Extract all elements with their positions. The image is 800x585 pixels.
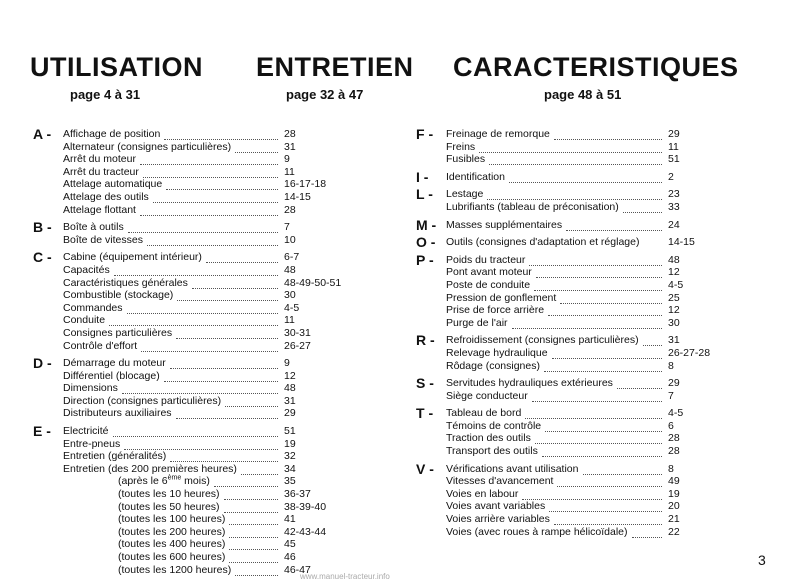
index-entry	[63, 153, 363, 166]
index-entry-label: Freinage de remorque	[446, 128, 550, 140]
index-entry-label: Différentiel (blocage)	[63, 369, 160, 382]
index-entry-pages: 30	[284, 289, 296, 302]
index-entry-pages: 14-15	[284, 190, 311, 203]
index-entry-pages: 28	[668, 445, 680, 458]
index-entry-label: Tableau de bord	[446, 407, 522, 420]
index-entry-pages: 23	[668, 188, 680, 201]
leader-dots	[141, 340, 278, 352]
leader-dots	[176, 327, 278, 339]
index-entry-label: Voies avant variables	[446, 500, 546, 513]
index-entry-pages: 33	[668, 200, 680, 213]
index-letter: E -	[33, 423, 51, 440]
index-entry-label: Conduite	[63, 314, 106, 327]
leader-dots	[128, 221, 278, 233]
index-entry	[63, 438, 363, 451]
index-column-left	[33, 128, 363, 581]
index-entry-label: Poste de conduite	[446, 278, 531, 291]
index-entry	[446, 500, 746, 513]
leader-dots	[548, 304, 662, 316]
leader-dots	[229, 526, 278, 538]
leader-dots	[554, 128, 662, 140]
index-group-b	[33, 221, 363, 246]
index-entry	[63, 488, 363, 501]
index-entry	[63, 191, 363, 204]
leader-dots	[489, 153, 662, 165]
index-group-c	[33, 251, 363, 352]
index-entry-label: Vérifications avant utilisation	[446, 462, 579, 475]
index-entry	[446, 254, 746, 267]
index-entry	[63, 538, 363, 551]
index-group-t	[416, 407, 746, 457]
index-entry-pages: 31	[284, 140, 296, 153]
index-entry	[63, 463, 363, 476]
index-entry-pages: 22	[668, 525, 680, 538]
index-letter: C -	[33, 249, 52, 266]
index-entry-pages: 26-27-28	[668, 346, 711, 359]
index-entry-pages: 51	[668, 153, 680, 166]
index-group-p	[416, 251, 746, 330]
leader-dots	[536, 266, 662, 278]
index-entry-label: Purge de l'air	[446, 316, 508, 329]
index-group-o	[416, 236, 746, 249]
index-entry-label: Fusibles	[446, 153, 486, 166]
index-entry-pages: 45	[284, 538, 296, 551]
index-group-v	[416, 460, 746, 539]
index-entry	[63, 407, 363, 420]
index-entry-label: Freins	[446, 140, 476, 153]
index-letter: V -	[416, 460, 434, 477]
index-letter: I -	[416, 168, 429, 185]
index-entry-label: Masses supplémentaires	[446, 218, 563, 231]
index-entry-label: Attelage des outils	[63, 190, 149, 203]
index-entry-label: Lestage	[446, 188, 484, 201]
index-entry-label: (toutes les 200 heures)	[118, 525, 226, 538]
index-entry	[63, 277, 363, 290]
index-entry-pages: 16-17-18	[284, 178, 327, 191]
index-group-m	[416, 216, 746, 233]
index-entry	[446, 304, 746, 317]
index-entry-pages: 11	[668, 140, 679, 153]
index-entry-pages: 25	[668, 291, 680, 304]
index-entry-label: Electricité	[63, 425, 109, 438]
index-group-i	[416, 168, 746, 185]
index-entry-label: Commandes	[63, 301, 123, 314]
leader-dots	[124, 438, 278, 450]
index-group-s	[416, 377, 746, 402]
index-entry	[63, 204, 363, 217]
index-entry-label: Pression de gonflement	[446, 291, 557, 304]
leader-dots	[177, 289, 278, 301]
index-entry	[446, 292, 746, 305]
index-entry-label: Rôdage (consignes)	[446, 359, 540, 372]
index-entry-pages: 7	[284, 221, 290, 234]
index-entry-pages: 10	[284, 233, 296, 246]
index-entry-label: (toutes les 10 heures)	[118, 488, 220, 501]
index-letter: O -	[416, 234, 436, 251]
index-entry-label: Entretien (généralités)	[63, 450, 167, 463]
index-entry	[446, 279, 746, 292]
leader-dots	[522, 488, 662, 500]
index-entry	[446, 407, 746, 420]
index-entry-label: Servitudes hydrauliques extérieures	[446, 377, 613, 390]
index-entry	[446, 128, 746, 141]
index-entry-label: (après le 6ème mois)	[118, 474, 210, 488]
index-entry-pages: 2	[668, 170, 674, 183]
leader-dots	[206, 251, 278, 263]
leader-dots	[164, 370, 278, 382]
index-entry-label: Arrêt du tracteur	[63, 165, 139, 178]
index-entry-label: Boîte de vitesses	[63, 233, 143, 246]
index-letter: S -	[416, 375, 434, 392]
section-pages-caracteristiques: page 48 à 51	[544, 87, 622, 102]
index-entry	[63, 178, 363, 191]
leader-dots	[122, 382, 278, 394]
index-letter: M -	[416, 216, 437, 233]
index-entry	[63, 166, 363, 179]
index-entry-label: Arrêt du moteur	[63, 153, 136, 166]
index-entry	[446, 236, 746, 249]
index-entry-pages: 41	[284, 513, 296, 526]
index-entry	[63, 141, 363, 154]
section-pages-entretien: page 32 à 47	[286, 87, 364, 102]
index-entry	[446, 526, 746, 539]
leader-dots	[225, 395, 278, 407]
index-group-r	[416, 334, 746, 372]
index-entry	[446, 201, 746, 214]
leader-dots	[535, 432, 662, 444]
index-entry-label: (toutes les 400 heures)	[118, 538, 226, 551]
leader-dots	[544, 360, 662, 372]
index-group-l	[416, 188, 746, 213]
index-entry	[446, 475, 746, 488]
index-entry	[63, 513, 363, 526]
index-entry-pages: 9	[284, 153, 290, 166]
index-entry-label: Voies (avec roues à rampe hélicoïdale)	[446, 525, 628, 538]
index-entry	[446, 219, 746, 232]
index-entry-pages: 29	[668, 377, 680, 390]
index-entry	[446, 432, 746, 445]
index-entry	[63, 327, 363, 340]
leader-dots	[140, 204, 278, 216]
index-entry	[63, 264, 363, 277]
index-entry	[446, 188, 746, 201]
leader-dots	[143, 166, 278, 178]
index-entry	[63, 128, 363, 141]
index-entry-label: Refroidissement (consignes particulières)	[446, 334, 639, 347]
index-entry	[446, 360, 746, 373]
index-entry-pages: 31	[668, 334, 680, 347]
leader-dots	[643, 334, 662, 346]
index-group-f	[416, 128, 746, 166]
index-entry	[446, 266, 746, 279]
index-entry-pages: 29	[284, 407, 296, 420]
index-entry-label: Prise de force arrière	[446, 304, 545, 317]
index-entry-pages: 51	[284, 425, 296, 438]
leader-dots	[192, 277, 278, 289]
index-entry-label: Direction (consignes particulières)	[63, 394, 222, 407]
index-entry-label: Voies en labour	[446, 487, 519, 500]
index-entry	[446, 141, 746, 154]
leader-dots	[147, 234, 278, 246]
leader-dots	[583, 463, 662, 475]
watermark: www.manuel-tracteur.info	[300, 572, 390, 581]
index-entry	[446, 334, 746, 347]
leader-dots	[170, 450, 278, 462]
index-entry-pages: 12	[668, 266, 680, 279]
index-entry-pages: 8	[668, 359, 674, 372]
index-entry	[446, 153, 746, 166]
leader-dots	[229, 538, 278, 550]
index-entry	[446, 488, 746, 501]
index-entry-pages: 20	[668, 500, 680, 513]
index-entry-label: Distributeurs auxiliaires	[63, 407, 172, 420]
page-number: 3	[758, 552, 766, 568]
index-entry	[446, 445, 746, 458]
index-entry-pages: 48	[668, 253, 680, 266]
index-entry-pages: 28	[284, 128, 296, 140]
index-entry	[63, 475, 363, 488]
index-entry-pages: 30-31	[284, 326, 311, 339]
index-entry	[63, 234, 363, 247]
index-entry-label: Voies arrière variables	[446, 513, 550, 526]
index-entry-pages: 7	[668, 389, 674, 402]
index-entry-pages: 28	[668, 432, 680, 445]
index-entry-label: Boîte à outils	[63, 221, 124, 234]
section-pages-utilisation: page 4 à 31	[70, 87, 141, 102]
index-entry-pages: 6-7	[284, 251, 300, 264]
index-entry-pages: 29	[668, 128, 680, 140]
leader-dots	[554, 513, 662, 525]
index-group-d	[33, 357, 363, 420]
index-entry-label: Identification	[446, 170, 505, 183]
leader-dots	[557, 475, 662, 487]
index-entry-pages: 48	[284, 382, 296, 395]
leader-dots	[560, 292, 662, 304]
index-entry-label: Traction des outils	[446, 432, 531, 445]
index-entry-pages: 48	[284, 263, 296, 276]
leader-dots	[512, 317, 662, 329]
index-entry	[446, 420, 746, 433]
index-entry-pages: 4-5	[284, 301, 300, 314]
leader-dots	[229, 551, 278, 563]
leader-dots	[632, 526, 662, 538]
index-entry-pages: 6	[668, 419, 674, 432]
leader-dots	[566, 219, 662, 231]
index-entry-pages: 11	[284, 165, 295, 178]
index-entry-label: Capacités	[63, 263, 110, 276]
index-entry-label: Affichage de position	[63, 128, 161, 140]
index-entry-label: Pont avant moteur	[446, 266, 532, 279]
index-entry-label: Cabine (équipement intérieur)	[63, 251, 202, 264]
leader-dots	[534, 279, 662, 291]
index-entry-label: Alternateur (consignes particulières)	[63, 140, 232, 153]
index-group-a	[33, 128, 363, 216]
index-entry-label: Entretien (des 200 premières heures)	[63, 462, 237, 475]
leader-dots	[140, 153, 278, 165]
index-letter: D -	[33, 355, 52, 372]
index-entry-label: Témoins de contrôle	[446, 419, 542, 432]
leader-dots	[224, 488, 278, 500]
index-letter: R -	[416, 332, 435, 349]
index-entry	[446, 390, 746, 403]
index-entry	[63, 501, 363, 514]
index-entry	[446, 513, 746, 526]
index-entry-pages: 46	[284, 551, 296, 563]
index-letter: B -	[33, 219, 52, 236]
index-entry	[63, 357, 363, 370]
index-entry-pages: 26-27	[284, 339, 311, 352]
index-entry-label: (toutes les 1200 heures)	[118, 563, 232, 576]
leader-dots	[127, 302, 278, 314]
index-entry-label: Vitesses d'avancement	[446, 475, 554, 488]
index-entry-label: Dimensions	[63, 382, 118, 395]
index-entry-pages: 11	[284, 314, 295, 327]
leader-dots	[164, 128, 278, 140]
index-entry-pages: 14-15	[668, 236, 695, 249]
index-entry	[63, 251, 363, 264]
index-entry-pages: 4-5	[668, 278, 684, 291]
leader-dots	[241, 463, 278, 475]
leader-dots	[617, 377, 662, 389]
index-entry-pages: 9	[284, 357, 290, 370]
index-entry-pages: 38-39-40	[284, 500, 327, 513]
index-entry	[63, 221, 363, 234]
index-entry-pages: 12	[284, 369, 296, 382]
index-entry	[63, 302, 363, 315]
index-entry-pages: 28	[284, 203, 296, 216]
index-entry-label: Consignes particulières	[63, 326, 173, 339]
index-entry	[446, 347, 746, 360]
index-letter: F -	[416, 126, 434, 142]
index-entry-label: Démarrage du moteur	[63, 357, 166, 370]
index-entry	[63, 370, 363, 383]
leader-dots	[176, 407, 278, 419]
index-entry-pages: 19	[284, 437, 296, 450]
leader-dots	[509, 171, 662, 183]
leader-dots	[552, 347, 662, 359]
section-title-utilisation: UTILISATION	[30, 52, 203, 82]
index-column-right	[416, 128, 746, 543]
index-entry	[63, 551, 363, 564]
index-entry	[63, 340, 363, 353]
index-entry	[63, 450, 363, 463]
leader-dots	[487, 188, 662, 200]
index-entry-label: Combustible (stockage)	[63, 289, 174, 302]
index-entry	[446, 463, 746, 476]
leader-dots	[113, 425, 278, 437]
index-group-e	[33, 425, 363, 576]
index-entry	[446, 377, 746, 390]
leader-dots	[114, 264, 278, 276]
index-entry-pages: 36-37	[284, 488, 311, 501]
section-title-caracteristiques: CARACTERISTIQUES	[453, 52, 739, 82]
leader-dots	[214, 475, 278, 487]
index-entry-pages: 49	[668, 475, 680, 488]
index-entry	[63, 526, 363, 539]
index-entry-label: Contrôle d'effort	[63, 339, 138, 352]
leader-dots	[545, 420, 662, 432]
index-entry-label: (toutes les 50 heures)	[118, 500, 220, 513]
index-entry-pages: 12	[668, 304, 680, 317]
index-entry	[446, 317, 746, 330]
index-entry-label: (toutes les 600 heures)	[118, 551, 226, 563]
index-entry-pages: 35	[284, 475, 296, 488]
leader-dots	[235, 141, 278, 153]
index-entry	[63, 289, 363, 302]
leader-dots	[532, 390, 662, 402]
index-entry-pages: 34	[284, 462, 296, 475]
leader-dots	[229, 513, 278, 525]
index-entry-label: Attelage automatique	[63, 178, 163, 191]
leader-dots	[166, 178, 278, 190]
section-title-entretien: ENTRETIEN	[256, 52, 414, 82]
index-entry-pages: 32	[284, 450, 296, 463]
leader-dots	[170, 357, 278, 369]
index-entry-pages: 42-43-44	[284, 525, 327, 538]
index-entry-label: Transport des outils	[446, 445, 538, 458]
index-letter: L -	[416, 186, 433, 203]
index-entry-label: Siège conducteur	[446, 389, 528, 402]
index-entry	[63, 314, 363, 327]
index-letter: T -	[416, 405, 434, 422]
leader-dots	[542, 445, 662, 457]
index-entry-label: Attelage flottant	[63, 203, 136, 216]
index-entry-pages: 46-47	[284, 563, 311, 576]
index-entry-label: Relevage hydraulique	[446, 346, 548, 359]
leader-dots	[235, 564, 278, 576]
leader-dots	[549, 500, 662, 512]
index-entry-label: Caractéristiques générales	[63, 276, 188, 289]
index-entry-pages: 21	[668, 513, 680, 526]
index-entry-pages: 30	[668, 316, 680, 329]
index-entry-pages: 19	[668, 487, 680, 500]
index-letter: P -	[416, 251, 434, 268]
index-entry-label: (toutes les 100 heures)	[118, 513, 226, 526]
index-entry-pages: 8	[668, 462, 674, 475]
leader-dots	[525, 407, 662, 419]
index-entry-label: Entre-pneus	[63, 437, 121, 450]
leader-dots	[623, 201, 662, 213]
index-letter: A -	[33, 126, 52, 142]
index-entry-pages: 4-5	[668, 407, 684, 420]
index-entry-pages: 24	[668, 218, 680, 231]
index-entry	[63, 425, 363, 438]
index-entry	[63, 395, 363, 408]
leader-dots	[224, 501, 278, 513]
index-entry	[446, 171, 746, 184]
index-entry-label: Lubrifiants (tableau de préconisation)	[446, 200, 619, 213]
index-entry-pages: 48-49-50-51	[284, 276, 342, 289]
index-entry-pages: 31	[284, 394, 296, 407]
leader-dots	[153, 191, 278, 203]
leader-dots	[479, 141, 662, 153]
leader-dots	[529, 254, 662, 266]
index-entry	[63, 382, 363, 395]
leader-dots	[109, 314, 278, 326]
index-entry-label: Outils (consignes d'adaptation et réglage)	[446, 236, 640, 249]
index-entry-label: Poids du tracteur	[446, 253, 526, 266]
